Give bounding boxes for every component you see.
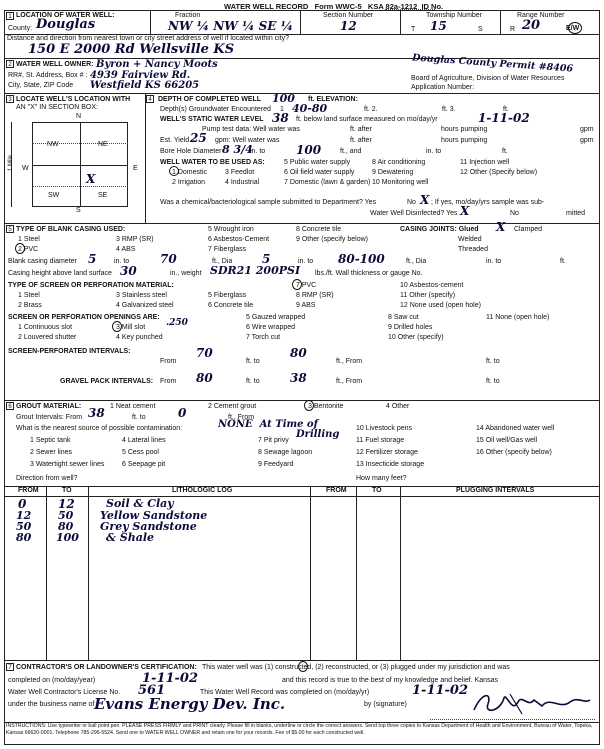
depth-value[interactable]: 100 <box>272 92 295 105</box>
east-label: E <box>133 165 138 172</box>
blank-diameter-in-to-2: in. to <box>298 258 314 265</box>
opening-drilled[interactable]: 9 Drilled holes <box>388 324 433 331</box>
opening-wire[interactable]: 6 Wire wrapped <box>246 324 296 331</box>
use-other[interactable]: 12 Other (Specify below) <box>460 169 538 176</box>
section-4-number: 4 <box>146 95 154 103</box>
nw-label: NW <box>47 141 59 148</box>
ft-2-label: ft. 2. <box>364 106 378 113</box>
contam-sewer[interactable]: 2 Sewer lines <box>30 449 73 456</box>
pump-gpm: gpm <box>580 126 594 133</box>
elevation-label: ft. ELEVATION: <box>308 96 358 103</box>
bore-to-value[interactable]: 100 <box>296 143 322 157</box>
blank-diameter-value[interactable]: 5 <box>88 252 97 266</box>
west-label: W <box>22 165 29 172</box>
contam-fertilizer[interactable]: 12 Fertilizer storage <box>356 449 418 456</box>
bore-ft-and: ft., and <box>340 148 362 155</box>
contam-privy[interactable]: 7 Pit privy <box>258 437 289 444</box>
spi-to-value[interactable]: 80 <box>290 346 307 360</box>
log-row-desc[interactable]: Yellow Sandstone <box>100 509 208 522</box>
section-1-number: 1 <box>6 12 14 20</box>
spi-to-label-2: ft. to <box>486 358 500 365</box>
blank-diameter-to-value[interactable]: 70 <box>160 252 177 266</box>
disinfected-label: Water Well Disinfected? Yes <box>370 210 458 217</box>
grout-interval-label: Grout Intervals: From <box>16 414 83 421</box>
section-5-number: 5 <box>6 225 14 233</box>
completed-rest: and this record is true to the best of my knowledge and belief. Kansas <box>282 677 498 684</box>
application-number-label: Application Number: <box>411 84 475 91</box>
log-row-to[interactable]: 80 <box>58 520 74 533</box>
joints-welded[interactable]: Welded <box>458 236 482 243</box>
disinfected-yes-mark[interactable]: X <box>460 204 470 218</box>
casing-other[interactable]: 9 Other (specify below) <box>296 236 368 243</box>
contam-septic[interactable]: 1 Septic tank <box>30 437 71 444</box>
contamination-label: What is the nearest source of possible contamination: <box>16 425 183 432</box>
county-label: County: <box>8 25 33 32</box>
contam-livestock[interactable]: 10 Livestock pens <box>356 425 413 432</box>
static-level-date[interactable]: 1-11-02 <box>478 111 530 125</box>
gpi-to-label-2: ft. to <box>486 378 500 385</box>
joints-label: CASING JOINTS: Glued <box>400 226 479 233</box>
casing-pvc[interactable]: 2 PVC <box>18 246 39 253</box>
opening-key[interactable]: 4 Key punched <box>116 334 163 341</box>
yield-value[interactable]: 25 <box>190 131 207 145</box>
spi-to-label: ft. to <box>246 358 260 365</box>
blank-diameter-in-to-3: in. to <box>486 258 502 265</box>
screen-brass[interactable]: 2 Brass <box>18 302 42 309</box>
chem-no-mark[interactable]: X <box>420 193 430 207</box>
grout-to-value[interactable]: 0 <box>178 406 187 420</box>
ne-label: NE <box>98 141 108 148</box>
screen-asbestos[interactable]: 10 Asbestos-cement <box>400 282 464 289</box>
bore-ft: ft. <box>502 148 508 155</box>
spi-ft-from: ft., From <box>336 358 363 365</box>
weight-rest: lbs./ft. Wall thickness or gauge No. <box>315 270 423 277</box>
section-3-number: 3 <box>6 95 14 103</box>
screen-pvc[interactable]: 7 PVC <box>296 282 317 289</box>
casing-concrete[interactable]: 8 Concrete tile <box>296 226 342 233</box>
form-title: WATER WELL RECORD Form WWC-5 KSA 82a-1212 ID No. <box>224 2 444 11</box>
opening-louvered[interactable]: 2 Louvered shutter <box>18 334 77 341</box>
screen-concrete[interactable]: 6 Concrete tile <box>208 302 254 309</box>
plug-from-header: FROM <box>326 487 347 494</box>
certification-label: CONTRACTOR'S OR LANDOWNER'S CERTIFICATION: <box>16 664 197 671</box>
blank-diameter-label: Blank casing diameter <box>8 258 77 265</box>
certification-text: This water well was (1) constructed, (2) reconstructed, or (3) plugged under my jurisdiction and was <box>202 664 510 671</box>
use-label: WELL WATER TO BE USED AS: <box>160 159 265 166</box>
well-location-mark: X <box>86 172 96 186</box>
section-1-label: LOCATION OF WATER WELL: <box>16 12 115 19</box>
chem-rest-label: ; If yes, mo/day/yrs sample was sub- <box>431 199 545 206</box>
blank-diameter-ft: ft. <box>560 258 566 265</box>
use-lawn[interactable]: 7 Domestic (lawn & garden) <box>284 179 371 186</box>
gravel-intervals-label: GRAVEL PACK INTERVALS: <box>60 378 154 385</box>
opening-none[interactable]: 11 None (open hole) <box>486 314 550 321</box>
ft-3-label: ft. 3. <box>442 106 456 113</box>
mill-slot-note[interactable]: .250 <box>166 318 188 328</box>
casing-steel[interactable]: 1 Steel <box>18 236 40 243</box>
business-value[interactable]: Evans Energy Dev. Inc. <box>94 695 286 713</box>
log-to-header: TO <box>62 487 72 494</box>
opening-mill[interactable]: 3 Mill slot <box>116 324 146 331</box>
section-6-number: 6 <box>6 402 14 410</box>
screen-pvc-circle <box>292 279 302 290</box>
grout-neat[interactable]: 1 Neat cement <box>110 403 156 410</box>
se-label: SE <box>98 192 108 199</box>
grout-other[interactable]: 4 Other <box>386 403 410 410</box>
business-label: under the business name of <box>8 701 95 708</box>
gpi-to-label: ft. to <box>246 378 260 385</box>
log-row-to[interactable]: 50 <box>58 509 74 522</box>
use-public[interactable]: 5 Public water supply <box>284 159 351 166</box>
screen-fiberglass[interactable]: 5 Fiberglass <box>208 292 247 299</box>
joints-threaded[interactable]: Threaded <box>458 246 488 253</box>
grout-bentonite-circle <box>304 400 314 411</box>
blank-diameter-dia-2: ft., Dia <box>406 258 427 265</box>
static-level-rest: ft. below land surface measured on mo/day/yr <box>296 116 438 123</box>
yield-label: Est. Yield <box>160 137 190 144</box>
fraction-label: Fraction <box>175 12 201 19</box>
casing-label: TYPE OF BLANK CASING USED: <box>16 226 126 233</box>
contam-abandoned[interactable]: 14 Abandoned water well <box>476 425 555 432</box>
bore-in-to-2: in. to <box>426 148 442 155</box>
contam-oilgas[interactable]: 15 Oil well/Gas well <box>476 437 538 444</box>
section-2-number: 2 <box>6 60 14 68</box>
use-ac[interactable]: 8 Air conditioning <box>372 159 426 166</box>
record-date-value[interactable]: 1-11-02 <box>412 683 469 698</box>
log-row-desc[interactable]: Soil & Clay <box>106 497 174 510</box>
city-value[interactable]: Westfield KS 66205 <box>90 80 200 91</box>
pump-ft-after: ft. after <box>350 126 372 133</box>
section-7-number: 7 <box>6 663 14 671</box>
log-from-header: FROM <box>18 487 39 494</box>
license-rest: This Water Well Record was completed on (mo/day/yr) <box>200 689 370 696</box>
joints-clamped[interactable]: Clamped <box>514 226 543 233</box>
grout-label: GROUT MATERIAL: <box>16 403 82 410</box>
t-label: T <box>411 26 416 33</box>
log-row-desc[interactable]: & Shale <box>106 531 155 544</box>
depth-label: DEPTH OF COMPLETED WELL <box>158 96 262 103</box>
weight-value[interactable]: SDR21 200PSI <box>210 264 301 277</box>
gpi-to-value[interactable]: 38 <box>290 371 307 385</box>
opening-gauzed[interactable]: 5 Gauzed wrapped <box>246 314 306 321</box>
screen-other[interactable]: 11 Other (specify) <box>400 292 456 299</box>
use-irrigation[interactable]: 2 Irrigation <box>172 179 206 186</box>
static-level-label: WELL'S STATIC WATER LEVEL <box>160 116 264 123</box>
disinfected-no-label: No <box>510 210 519 217</box>
use-oilfield[interactable]: 6 Oil field water supply <box>284 169 355 176</box>
signature-icon <box>470 688 594 718</box>
use-feedlot[interactable]: 3 Feedlot <box>225 169 255 176</box>
blank-diameter-to2-value[interactable]: 80-100 <box>338 252 385 266</box>
distance-value[interactable]: 150 E 2000 Rd Wellsville KS <box>28 42 235 57</box>
south-label: S <box>76 207 81 214</box>
owner-value[interactable]: Byron + Nancy Moots <box>96 59 218 70</box>
use-monitoring[interactable]: 10 Monitoring well <box>372 179 429 186</box>
use-industrial[interactable]: 4 Industrial <box>225 179 260 186</box>
contamination-value-2[interactable]: Drilling <box>296 429 340 440</box>
gpi-ft-from: ft., From <box>336 378 363 385</box>
log-row-from[interactable]: 0 <box>18 497 27 511</box>
casing-height-value[interactable]: 30 <box>120 264 137 278</box>
gpi-from-value[interactable]: 80 <box>196 371 213 385</box>
direction-label: Direction from well? <box>16 475 78 482</box>
contam-watertight[interactable]: 3 Watertight sewer lines <box>30 461 105 468</box>
static-level-value[interactable]: 38 <box>272 111 289 125</box>
contam-lateral[interactable]: 4 Lateral lines <box>122 437 166 444</box>
groundwater-label: Depth(s) Groundwater Encountered <box>160 106 271 113</box>
casing-rmp[interactable]: 3 RMP (SR) <box>116 236 154 243</box>
yield-ft-after: ft. after <box>350 137 372 144</box>
screen-abs[interactable]: 9 ABS <box>296 302 316 309</box>
contam-seepage[interactable]: 6 Seepage pit <box>122 461 166 468</box>
address-value[interactable]: 4939 Fairview Rd. <box>90 70 191 81</box>
mile-label: 1 Mile <box>8 154 15 172</box>
gpi-from-label: From <box>160 378 177 385</box>
blank-diameter-dia-value[interactable]: 5 <box>262 252 271 266</box>
screen-steel[interactable]: 1 Steel <box>18 292 40 299</box>
s-label: S <box>478 26 483 33</box>
contam-feedyard[interactable]: 9 Feedyard <box>258 461 294 468</box>
contam-insecticide[interactable]: 13 Insecticide storage <box>356 461 425 468</box>
use-domestic-circle <box>169 166 179 176</box>
section-3-label: LOCATE WELL'S LOCATION WITH <box>16 96 131 103</box>
fraction-value[interactable]: NW ¼ NW ¼ SE ¼ <box>168 19 294 33</box>
screen-stainless[interactable]: 3 Stainless steel <box>116 292 167 299</box>
groundwater-value[interactable]: 40-80 <box>292 102 328 115</box>
screen-galvanized[interactable]: 4 Galvanized steel <box>116 302 174 309</box>
groundwater-1-label: 1 <box>280 106 284 113</box>
grout-cement[interactable]: 2 Cement grout <box>208 403 257 410</box>
ft-label: ft. <box>503 106 509 113</box>
constructed-circle <box>298 661 308 672</box>
plug-to-header: TO <box>372 487 382 494</box>
screen-label: TYPE OF SCREEN OR PERFORATION MATERIAL: <box>8 282 174 289</box>
joints-glued-mark[interactable]: X <box>496 220 506 234</box>
openings-label: SCREEN OR PERFORATION OPENINGS ARE: <box>8 314 160 321</box>
screen-none[interactable]: 12 None used (open hole) <box>400 302 481 309</box>
screen-intervals-label: SCREEN-PERFORATED INTERVALS: <box>8 348 131 355</box>
log-row-from[interactable]: 80 <box>16 531 32 544</box>
range-label: Range Number <box>517 12 565 19</box>
blank-diameter-dia: ft., Dia <box>212 258 233 265</box>
section-number-label: Section Number <box>323 12 374 19</box>
casing-asbestos[interactable]: 6 Asbestos-Cement <box>208 236 270 243</box>
signature-label: by (signature) <box>364 701 407 708</box>
opening-continuous[interactable]: 1 Continuous slot <box>18 324 73 331</box>
use-injection[interactable]: 11 Injection well <box>460 159 510 166</box>
instructions: INSTRUCTIONS: Use typewriter or ball point pen. PLEASE PRESS FIRMLY and PRINT clearly. Please fill in blanks, underline or circle the correct answers. Send top three copies to Kansas Department of Health and Environment, Bureau of Water, Topeka, Kansas 66620-0001. Telephone 785-296-5524. Send one to WATER WELL OWNER and retain one for your records. Fee of $5.00 for each constructed well. <box>6 723 593 736</box>
casing-height-label: Casing height above land surface <box>8 270 112 277</box>
chem-sample-label: Was a chemical/bacteriological sample submitted to Department? Yes <box>160 199 377 206</box>
contam-other[interactable]: 16 Other (specify below) <box>476 449 552 456</box>
grout-to-label: ft. to <box>132 414 146 421</box>
pump-test-label: Pump test data: Well water was <box>202 126 300 133</box>
completed-label: completed on (mo/day/year) <box>8 677 96 684</box>
casing-wrought[interactable]: 5 Wrought iron <box>208 226 254 233</box>
how-many-feet-label: How many feet? <box>356 475 407 482</box>
grout-bentonite[interactable]: 3 Bentonite <box>308 403 344 410</box>
yield-gpm: gpm <box>580 137 594 144</box>
opening-other[interactable]: 10 Other (specify) <box>388 334 444 341</box>
log-row-from[interactable]: 50 <box>16 520 32 533</box>
use-domestic[interactable]: 1 Domestic <box>172 169 208 176</box>
pump-hours: hours pumping <box>441 126 488 133</box>
spi-from-value[interactable]: 70 <box>196 346 213 360</box>
section-number-value[interactable]: 12 <box>340 19 357 33</box>
county-value[interactable]: Douglas <box>36 17 96 32</box>
permit-value[interactable]: Douglas County Permit #8406 <box>411 52 574 75</box>
address-label: RR#, St. Address, Box # : <box>8 72 88 79</box>
grout-from-value[interactable]: 38 <box>88 406 105 420</box>
grout-rest-label: ft., From <box>228 414 255 421</box>
range-value[interactable]: 20 <box>522 18 541 33</box>
spi-from-label: From <box>160 358 177 365</box>
r-label: R <box>510 26 516 33</box>
litho-header: LITHOLOGIC LOG <box>172 487 233 494</box>
contam-fuel[interactable]: 11 Fuel storage <box>356 437 405 444</box>
owner-label: WATER WELL OWNER: <box>16 61 94 68</box>
completed-value[interactable]: 1-11-02 <box>142 671 199 686</box>
east-west-label: E/W <box>566 25 580 32</box>
blank-diameter-in-to: in. to <box>114 258 130 265</box>
township-value[interactable]: 15 <box>430 19 447 33</box>
opening-mill-circle <box>112 321 122 332</box>
log-row-to[interactable]: 12 <box>58 497 75 511</box>
license-value[interactable]: 561 <box>138 683 166 698</box>
weight-label: in., weight <box>170 270 202 277</box>
use-dewatering[interactable]: 9 Dewatering <box>372 169 414 176</box>
plug-header: PLUGGING INTERVALS <box>456 487 535 494</box>
bore-value[interactable]: 8 3/4 <box>222 143 253 156</box>
bore-label: Bore Hole Diameter <box>160 148 222 155</box>
section-3-label2: AN "X" IN SECTION BOX: <box>16 104 98 111</box>
casing-abs[interactable]: 4 ABS <box>116 246 136 253</box>
contam-cess[interactable]: 5 Cess pool <box>122 449 159 456</box>
north-label: N <box>76 113 82 120</box>
contamination-value-1[interactable]: NONE At Time of <box>218 419 318 430</box>
contam-lagoon[interactable]: 8 Sewage lagoon <box>258 449 313 456</box>
chem-mitted-label: mitted <box>566 210 586 217</box>
log-row-from[interactable]: 12 <box>16 509 32 522</box>
opening-saw[interactable]: 8 Saw cut <box>388 314 419 321</box>
opening-torch[interactable]: 7 Torch cut <box>246 334 281 341</box>
license-label: Water Well Contractor's License No. <box>8 689 121 696</box>
screen-rmp[interactable]: 8 RMP (SR) <box>296 292 334 299</box>
chem-no-label: No <box>407 199 416 206</box>
casing-pvc-circle <box>15 243 25 254</box>
log-row-desc[interactable]: Grey Sandstone <box>100 520 197 533</box>
board-label: Board of Agriculture, Division of Water Resources <box>411 75 565 82</box>
log-row-to[interactable]: 100 <box>56 531 79 544</box>
distance-label: Distance and direction from nearest town or city street address of well if located within city? <box>7 35 290 42</box>
bore-in-to: in. to <box>250 148 266 155</box>
yield-hours: hours pumping <box>441 137 488 144</box>
casing-fiberglass[interactable]: 7 Fiberglass <box>208 246 247 253</box>
city-label: City, State, ZIP Code <box>8 82 74 89</box>
township-label: Township Number <box>426 12 483 19</box>
sw-label: SW <box>48 192 60 199</box>
yield-unit: gpm: Well water was <box>215 137 280 144</box>
